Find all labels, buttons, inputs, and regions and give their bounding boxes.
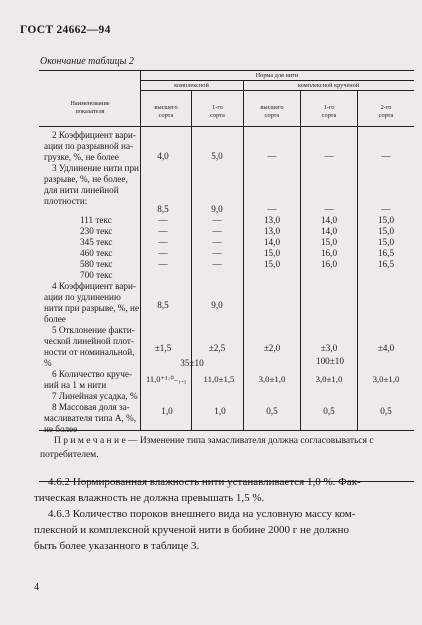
table-cell: — [158,215,168,225]
table-cell: 15,0 [320,237,338,247]
table-cell-span: 35±10 [180,358,204,368]
table-divider [191,90,192,430]
table-divider [300,90,301,430]
table-cell: 16,0 [320,248,338,258]
table-cell: 14,0 [320,226,338,236]
param-column-header: Наименование показателя [70,100,110,115]
param-column: 2 Коэффициент вари- ации по разрывной на- грузке, %, не более 3 Удлинение нити при разрыве, %, не более, для нити линейной плотности: 111 текс 230 текс 345 текс 460 текс 580 текс 700 текс 4 Коэффициент вари- ации по удлинению нити при разрыве, %, не более 5 Отклонение факти- ческой линейной плот- ности от номинальной, % 6 Количество круче- ний на 1 м нити 7 Линейная усадка, % 8 Массовая доля за- масливателя типа А, %, не более [44,130,140,434]
table-cell: 1,0 [214,406,226,416]
table-caption: Окончание таблицы 2 [40,56,134,67]
table-cell: — [267,204,277,214]
table-cell: 4,0 [157,151,169,161]
table-cell: 11,0±1,5 [203,374,235,384]
table-cell: — [212,248,222,258]
table-cell: 8,5 [157,300,169,310]
table-divider [357,90,358,430]
table-rule [140,90,414,91]
table-cell: 9,0 [211,300,223,310]
table-cell: 3,0±1,0 [315,374,343,384]
paragraph-4-6-3: 4.6.3 Количество пороков внешнего вида на условную массу ком- плексной и комплексной крученой нити в бобине 2000 г не должно быть более указанного в таблице 3. [34,508,356,552]
table-cell: — [212,259,222,269]
table-rule [39,126,414,127]
table-cell: — [212,237,222,247]
table-divider [243,80,244,430]
table-cell: 14,0 [263,237,281,247]
table-cell: — [381,151,391,161]
table-cell: 0,5 [323,406,335,416]
table-cell: 0,5 [380,406,392,416]
table-cell: ±1,5 [154,343,172,353]
table-note: П р и м е ч а н и е — Изменение типа замасливателя должна согласовываться с потребителем. [40,436,374,460]
table-cell: — [158,259,168,269]
table-cell: — [158,226,168,236]
twisted-header: комплексной крученой [297,82,360,89]
table-divider [140,70,141,430]
table-cell: 13,0 [263,226,281,236]
table-cell: — [212,215,222,225]
table-cell: 15,0 [263,259,281,269]
standard-header: ГОСТ 24662—94 [20,24,111,36]
table-cell: 15,0 [377,215,395,225]
grade-header: 2-го сорта [378,104,394,119]
table-cell: ±4,0 [377,343,395,353]
page-number: 4 [34,582,39,593]
table-cell: 5,0 [211,151,223,161]
group-header: Норма для нити [255,72,299,79]
table-cell: — [381,204,391,214]
table-cell: 3,0±1,0 [258,374,286,384]
table-cell: 13,0 [263,215,281,225]
table-cell: ±3,0 [320,343,338,353]
grade-header: 1-го сорта [321,104,337,119]
paragraph-4-6-2: 4.6.2 Нормированная влажность нити устанавливается 1,0 %. Фак- тическая влажность не должна превышать 1,5 %. [34,476,361,504]
table-cell: — [324,151,334,161]
table-cell: 16,5 [377,248,395,258]
table-cell: 15,0 [263,248,281,258]
table-cell: — [212,226,222,236]
table-cell: — [158,248,168,258]
table-cell: 8,5 [157,204,169,214]
table-cell: ±2,5 [208,343,226,353]
grade-header: 1-го сорта [210,104,225,119]
table-cell: 16,5 [377,259,395,269]
table-cell: 15,0 [377,226,395,236]
table-cell: — [267,151,277,161]
table-cell: — [324,204,334,214]
table-cell: 14,0 [320,215,338,225]
table-cell-span: 100±10 [315,356,344,366]
table-cell: 16,0 [320,259,338,269]
table-cell: 9,0 [211,204,223,214]
table-rule [140,80,414,81]
table-cell: 0,5 [266,406,278,416]
table-cell: 11,0⁺¹·⁰₋₁.₃ [146,374,187,384]
complex-header: комплексной [174,82,209,89]
grade-header: высшего сорта [154,104,178,119]
grade-header: высшего сорта [260,104,284,119]
table-cell: ±2,0 [263,343,281,353]
table-cell: 1,0 [161,406,173,416]
table-cell: — [158,237,168,247]
table-cell: 3,0±1,0 [372,374,400,384]
table-cell: 15,0 [377,237,395,247]
